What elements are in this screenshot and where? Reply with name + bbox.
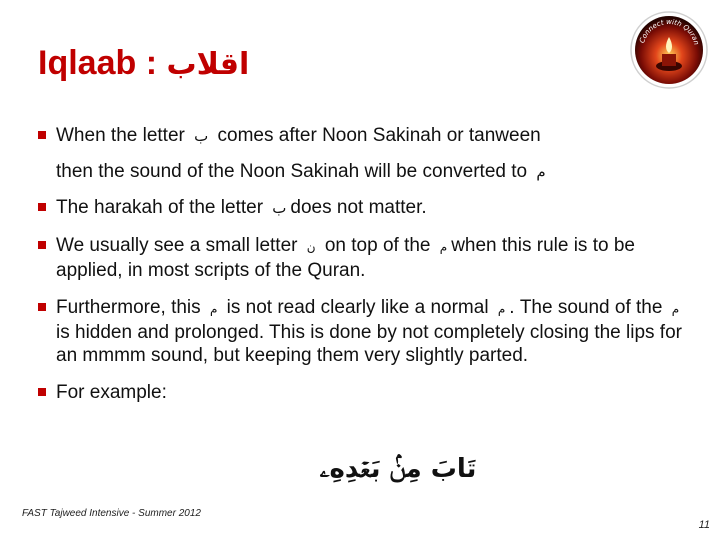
bullet-marker xyxy=(38,303,46,311)
bullet-item: The harakah of the letter ب does not matter. xyxy=(38,196,688,220)
bullet-item: For example: xyxy=(38,381,688,404)
bullet-marker xyxy=(38,388,46,396)
bullet-marker xyxy=(38,241,46,249)
bullet-item: We usually see a small letter ن on top of the م when this rule is to be applied, in most scripts of the Quran. xyxy=(38,234,688,282)
bullet-item: Furthermore, this م is not read clearly like a normal م . The sound of the م is hidden and prolonged. This is done by not completely closing the lips for an mmmm sound, but keeping them very slightly parted. xyxy=(38,296,688,367)
page-number: 11 xyxy=(698,519,710,531)
slide-title xyxy=(38,44,249,94)
title-arabic: اقلاب xyxy=(166,47,250,82)
logo-text: Connect with Quran xyxy=(638,17,701,46)
bullet-marker xyxy=(38,131,46,139)
bullet-list xyxy=(38,118,688,418)
candle-icon xyxy=(629,10,709,90)
footer-course-title: FAST Tajweed Intensive - Summer 2012 xyxy=(22,508,201,519)
title-latin: Iqlaab : xyxy=(38,44,167,82)
bullet-item: When the letter ب comes after Noon Sakinah or tanween then the sound of the Noon Sakinah will be converted to م xyxy=(38,118,688,190)
bullet-marker xyxy=(38,203,46,211)
arabic-example-text: تَابَ مِنۢ بَعۡدِهِۦ xyxy=(319,454,477,484)
